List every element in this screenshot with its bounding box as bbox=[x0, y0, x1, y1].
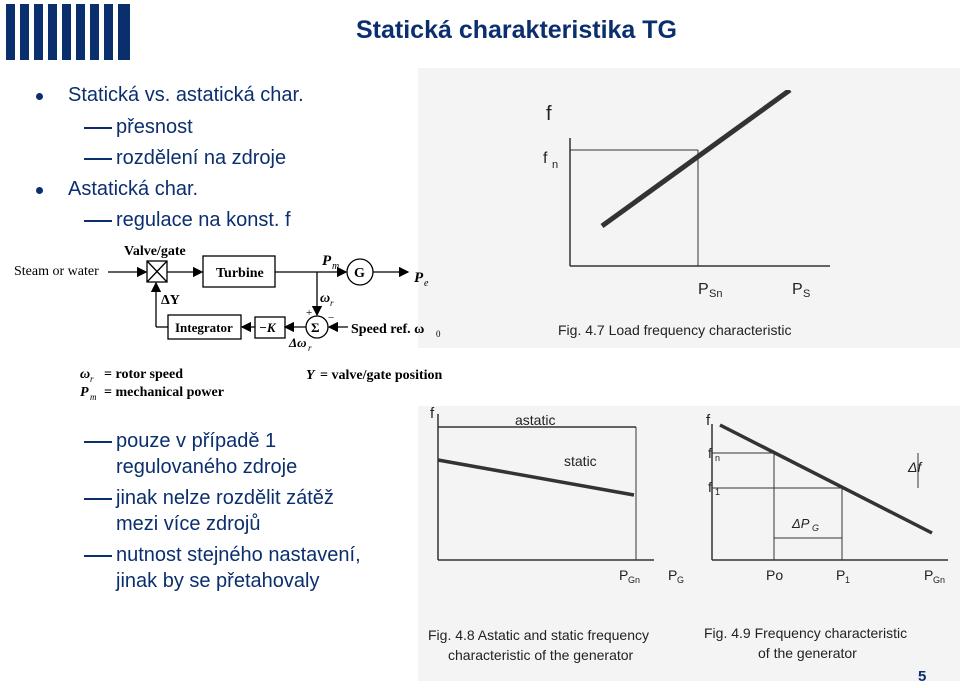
pg-sub: G bbox=[677, 575, 685, 585]
sub-bullet-distribution: rozdělení na zdroje bbox=[116, 147, 287, 169]
bullet-dot bbox=[36, 187, 43, 194]
sub-bullet-accuracy: přesnost bbox=[116, 116, 193, 138]
sub-bullet-regulation: regulace na konst. f bbox=[116, 209, 291, 231]
governor-block-diagram bbox=[10, 238, 460, 403]
f1-sub: 1 bbox=[715, 487, 721, 497]
bullet-static-vs-astatic: Statická vs. astatická char. bbox=[68, 84, 304, 106]
sub-bullet-single-source-l1: pouze v případě 1 bbox=[116, 430, 277, 452]
legend-omega-sub: r bbox=[90, 374, 94, 384]
pgn-sub: Gn bbox=[933, 575, 946, 585]
omega-r-label: ω bbox=[320, 291, 331, 306]
speed-ref-label: Speed ref. ω bbox=[351, 322, 425, 337]
f1-label: f bbox=[708, 479, 712, 495]
fig-4-8-caption-line2: characteristic of the generator bbox=[448, 647, 634, 663]
dash-marker bbox=[84, 158, 112, 160]
fn-label: f bbox=[543, 150, 548, 167]
dash-marker bbox=[84, 555, 112, 557]
characteristic-line bbox=[720, 425, 932, 533]
delta-omega-sub: r bbox=[308, 343, 312, 353]
fig-4-9-caption-line1: Fig. 4.9 Frequency characteristic bbox=[704, 625, 908, 641]
po-label: Po bbox=[766, 567, 784, 583]
f-axis-label: f bbox=[546, 103, 552, 125]
steam-label: Steam or water bbox=[14, 264, 99, 279]
sum-symbol: Σ bbox=[311, 320, 320, 335]
fn-sub: n bbox=[715, 453, 721, 463]
static-label: static bbox=[564, 453, 597, 469]
psn-label: P bbox=[698, 281, 709, 298]
omega-r-sub: r bbox=[330, 298, 334, 308]
legend-pm-symbol: P bbox=[80, 385, 89, 400]
legend-valve-position: = valve/gate position bbox=[320, 368, 443, 383]
legend-rotor-speed: = rotor speed bbox=[104, 367, 184, 382]
fn-sub: n bbox=[552, 159, 559, 171]
pm-sub: m bbox=[332, 261, 340, 272]
valve-label: Valve/gate bbox=[124, 244, 186, 259]
pe-sub: e bbox=[424, 278, 429, 289]
delta-y-label: ΔY bbox=[161, 293, 180, 308]
page-number: 5 bbox=[918, 668, 927, 685]
sub-bullet-load-split-l2: mezi více zdrojů bbox=[116, 513, 261, 535]
speed-ref-sub: 0 bbox=[436, 329, 441, 339]
pe-label: P bbox=[414, 270, 424, 286]
legend-y-symbol: Y bbox=[306, 368, 315, 383]
slide-title: Statická charakteristika TG bbox=[356, 16, 677, 44]
generator-label: G bbox=[354, 266, 365, 281]
dash-marker bbox=[84, 441, 112, 443]
dash-marker bbox=[84, 220, 112, 222]
fig-4-9-caption-line2: of the generator bbox=[758, 645, 857, 661]
bullet-dot bbox=[36, 93, 43, 100]
p1-label: P bbox=[836, 567, 846, 583]
pm-label: P bbox=[322, 253, 332, 269]
ps-label: P bbox=[792, 281, 803, 298]
bullet-astatic: Astatická char. bbox=[68, 178, 199, 200]
gain-label: −K bbox=[259, 320, 276, 335]
delta-pg-sub: G bbox=[812, 523, 820, 533]
delta-f-label: Δf bbox=[908, 459, 922, 475]
pgn-sub: Gn bbox=[628, 575, 641, 585]
delta-pg-label: ΔP bbox=[792, 516, 810, 531]
pg-label: P bbox=[668, 567, 678, 583]
fig-4-7-caption: Fig. 4.7 Load frequency characteristic bbox=[558, 322, 792, 338]
f-axis-label: f bbox=[430, 405, 435, 422]
p1-sub: 1 bbox=[845, 575, 851, 585]
fn-label: f bbox=[708, 445, 712, 461]
ps-sub: S bbox=[803, 288, 811, 300]
legend-pm-sub: m bbox=[90, 392, 97, 402]
characteristic-line bbox=[602, 90, 790, 226]
psn-sub: Sn bbox=[709, 288, 723, 300]
sub-bullet-load-split-l1: jinak nelze rozdělit zátěž bbox=[116, 487, 334, 509]
fig-4-7-load-frequency bbox=[530, 90, 840, 348]
vertical-stripes-logo bbox=[6, 4, 130, 60]
fig-4-8-caption-line1: Fig. 4.8 Astatic and static frequency bbox=[428, 627, 650, 643]
f-axis-label: f bbox=[706, 412, 711, 429]
sum-plus-sign: + bbox=[306, 307, 313, 319]
legend-omega-symbol: ω bbox=[80, 367, 91, 382]
fig-4-9-frequency-characteristic bbox=[700, 400, 958, 668]
delta-omega-label: Δω bbox=[289, 335, 307, 350]
sub-bullet-same-setting-l1: nutnost stejného nastavení, bbox=[116, 544, 361, 566]
fig-4-8-astatic-static bbox=[422, 400, 694, 668]
sub-bullet-same-setting-l2: jinak by se přetahovaly bbox=[116, 570, 320, 592]
dash-marker bbox=[84, 498, 112, 500]
turbine-label: Turbine bbox=[216, 266, 264, 281]
pgn-label: P bbox=[924, 567, 934, 583]
legend-mech-power: = mechanical power bbox=[104, 385, 224, 400]
sum-minus-sign: − bbox=[328, 312, 335, 324]
static-line bbox=[438, 460, 634, 495]
pgn-label: P bbox=[619, 567, 629, 583]
astatic-label: astatic bbox=[515, 412, 556, 428]
sub-bullet-single-source-l2: regulovaného zdroje bbox=[116, 456, 298, 478]
integrator-label: Integrator bbox=[175, 320, 233, 335]
dash-marker bbox=[84, 127, 112, 129]
